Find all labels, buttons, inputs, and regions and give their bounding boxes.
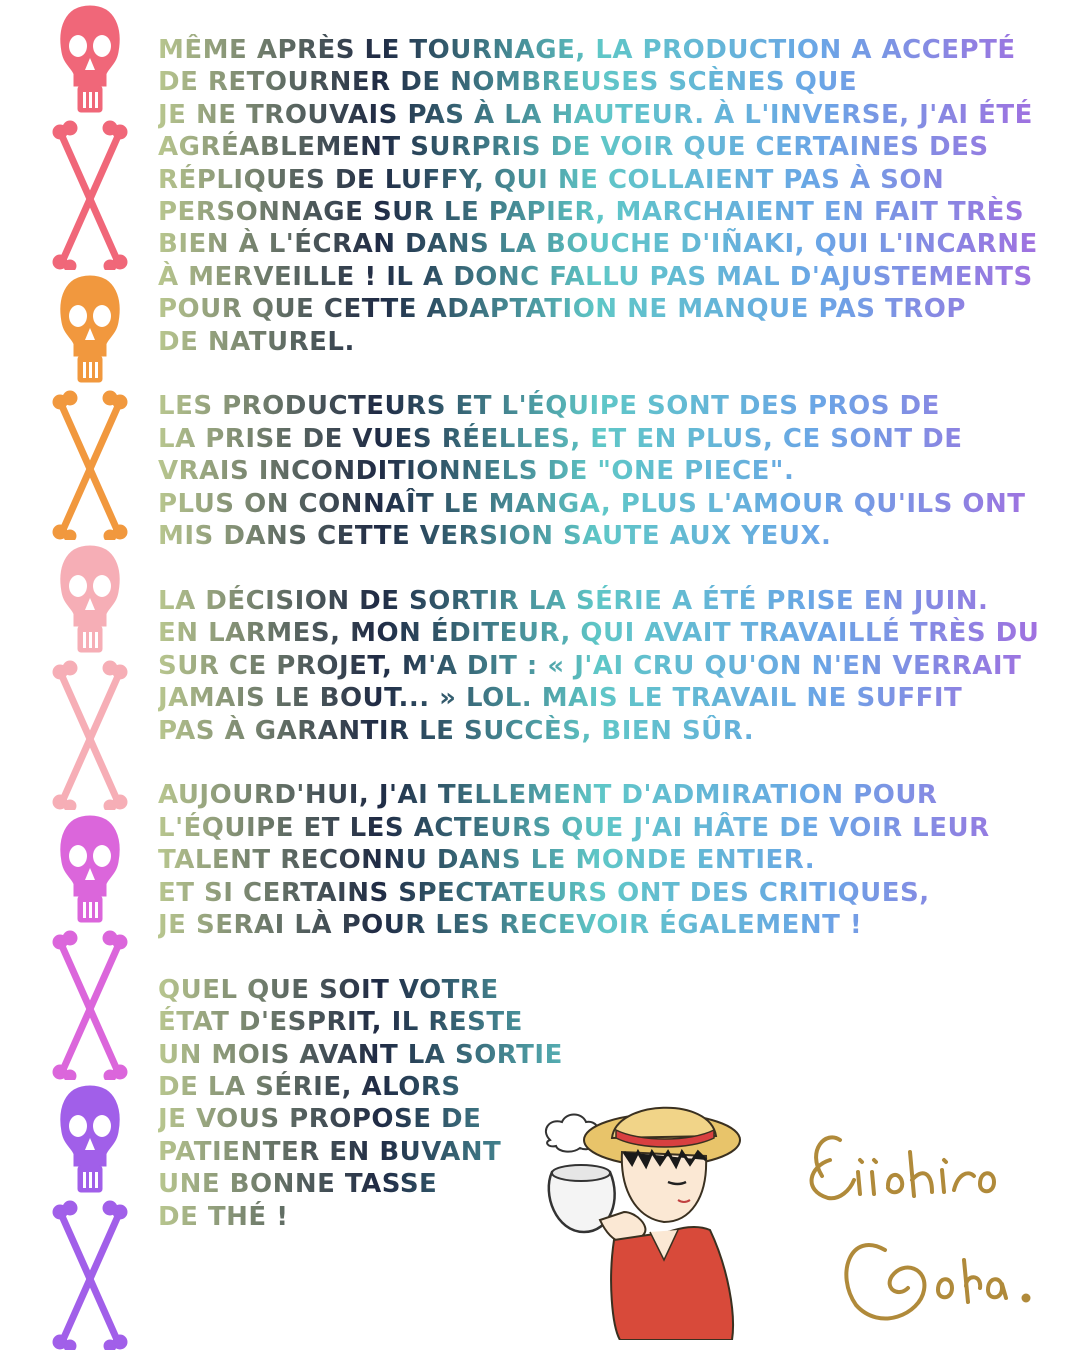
- text-line: JE SERAI LÀ POUR LES RECEVOIR ÉGALEMENT !: [158, 909, 1038, 941]
- skull-crossbones-icon: [40, 270, 140, 540]
- text-line: BIEN À L'ÉCRAN DANS LA BOUCHE D'IÑAKI, QUI L'INCARNE: [158, 229, 1038, 260]
- paragraph: [158, 585, 1060, 747]
- text-line: ÉTAT D'ESPRIT, IL RESTE: [158, 1006, 1038, 1038]
- text-line: PLUS ON CONNAÎT LE MANGA, PLUS L'AMOUR QU'ILS ONT: [158, 488, 1038, 520]
- text-line: RÉPLIQUES DE LUFFY, QUI NE COLLAIENT PAS À SON: [158, 164, 1038, 196]
- text-line: PAS À GARANTIR LE SUCCÈS, BIEN SÛR.: [158, 715, 1038, 747]
- text-line: JAMAIS LE BOUT... » LOL. MAIS LE TRAVAIL NE SUFFIT: [158, 682, 1038, 714]
- text-line: DE RETOURNER DE NOMBREUSES SCÈNES QUE: [158, 66, 1038, 98]
- text-line: SUR CE PROJET, M'A DIT : « J'AI CRU QU'ON N'EN VERRAIT: [158, 650, 1038, 682]
- text-line: DE LA SÉRIE, ALORS: [158, 1071, 1038, 1103]
- text-line: LA DÉCISION DE SORTIR LA SÉRIE A ÉTÉ PRISE EN JUIN.: [158, 585, 1038, 617]
- text-line: AUJOURD'HUI, J'AI TELLEMENT D'ADMIRATION POUR: [158, 779, 1038, 811]
- text-line: LES PRODUCTEURS ET L'ÉQUIPE SONT DES PROS DE: [158, 390, 1038, 422]
- skull-crossbones-icon: [40, 810, 140, 1080]
- text-line: ET SI CERTAINS SPECTATEURS ONT DES CRITIQUES,: [158, 877, 1038, 909]
- paragraph: [158, 779, 1038, 941]
- skull-crossbones-icon: [40, 0, 140, 270]
- text-line: MIS DANS CETTE VERSION SAUTE AUX YEUX.: [158, 520, 1038, 552]
- red-shirt: [611, 1227, 733, 1340]
- text-line: VRAIS INCONDITIONNELS DE "ONE PIECE".: [158, 455, 1038, 487]
- skull-column: [40, 0, 140, 1350]
- text-line: UNE BONNE TASSE: [158, 1168, 1038, 1200]
- text-line: PERSONNAGE SUR LE PAPIER, MARCHAIENT EN FAIT TRÈS: [158, 196, 1038, 228]
- text-line: AGRÉABLEMENT SURPRIS DE VOIR QUE CERTAINES DES: [158, 131, 1038, 163]
- text-line: LA PRISE DE VUES RÉELLES, ET EN PLUS, CE SONT DE: [158, 423, 1038, 455]
- text-line: DE THÉ !: [158, 1201, 1038, 1233]
- luffy-face: [622, 1152, 706, 1222]
- paragraph: [158, 34, 1038, 358]
- text-line: PATIENTER EN BUVANT: [158, 1136, 1038, 1168]
- text-line: TALENT RECONNU DANS LE MONDE ENTIER.: [158, 844, 1038, 876]
- text-line: POUR QUE CETTE ADAPTATION NE MANQUE PAS TROP: [158, 293, 1038, 325]
- text-line: À MERVEILLE ! IL A DONC FALLU PAS MAL D'AJUSTEMENTS: [158, 261, 1038, 293]
- skull-crossbones-icon: [40, 1080, 140, 1350]
- luffy-tea-illustration: [540, 1100, 1040, 1340]
- text-line: QUEL QUE SOIT VOTRE: [158, 974, 1038, 1006]
- text-line: JE NE TROUVAIS PAS À LA HAUTEUR. À L'INVERSE, J'AI ÉTÉ: [158, 99, 1038, 131]
- paragraph: [158, 390, 1038, 552]
- text-line: EN LARMES, MON ÉDITEUR, QUI AVAIT TRAVAILLÉ TRÈS DUR: [158, 618, 1060, 649]
- text-line: JE VOUS PROPOSE DE: [158, 1103, 1038, 1135]
- text-line: L'ÉQUIPE ET LES ACTEURS QUE J'AI HÂTE DE VOIR LEUR: [158, 812, 1038, 844]
- letter-body: [158, 34, 1060, 1265]
- text-line: DE NATUREL.: [158, 326, 1038, 358]
- text-line: MÊME APRÈS LE TOURNAGE, LA PRODUCTION A ACCEPTÉ: [158, 34, 1038, 66]
- eiichiro-oda-signature: [812, 1137, 1029, 1318]
- skull-crossbones-icon: [40, 540, 140, 810]
- text-line: UN MOIS AVANT LA SORTIE: [158, 1039, 1038, 1071]
- signature-area: [540, 1100, 1040, 1340]
